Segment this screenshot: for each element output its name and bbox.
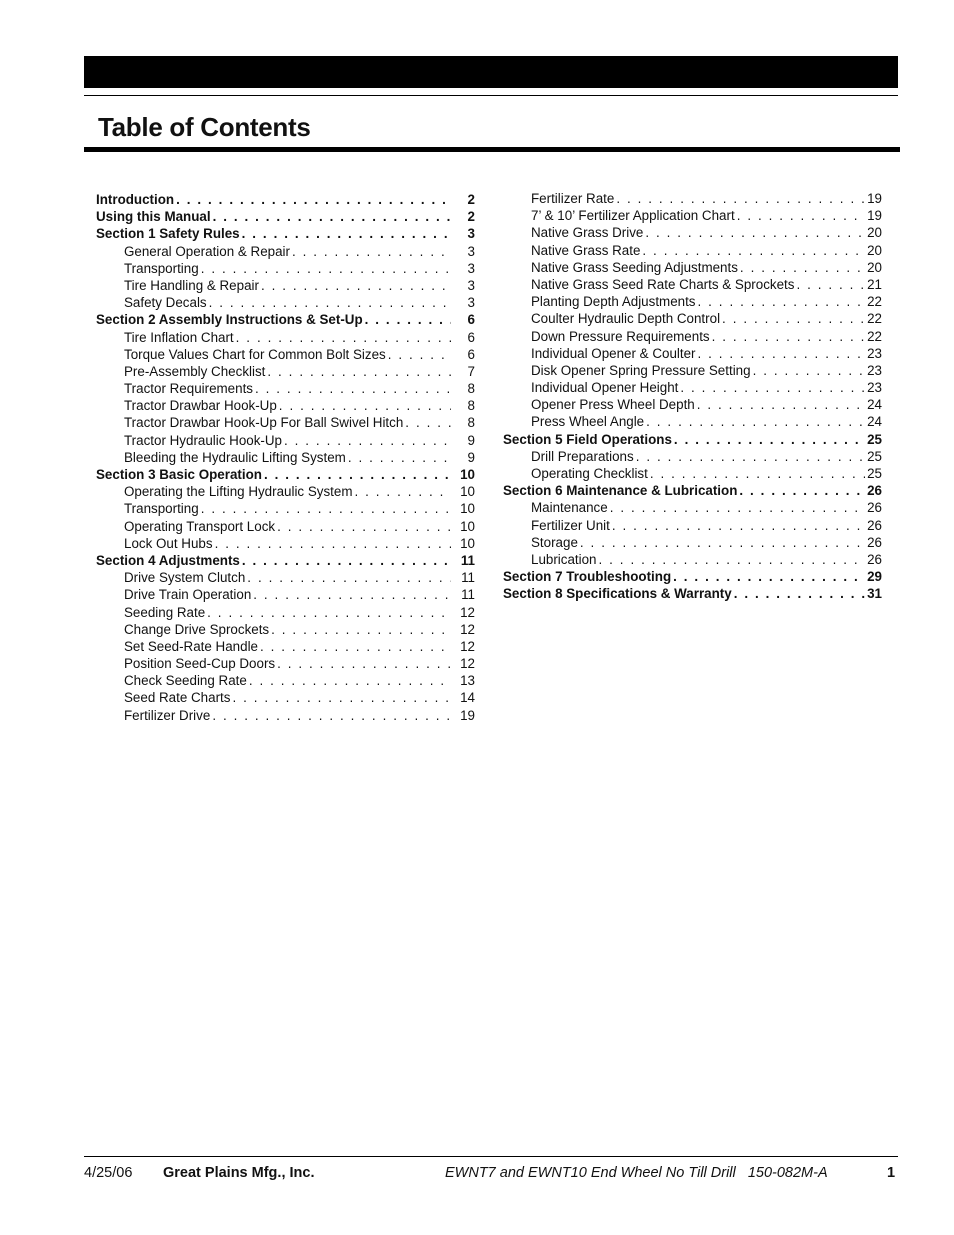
toc-entry-title: Tractor Requirements <box>124 381 253 397</box>
toc-entry-title: Transporting <box>124 501 199 517</box>
toc-entry-title: Transporting <box>124 260 199 276</box>
toc-entry-page: 10 <box>460 484 475 500</box>
toc-entry-title: Planting Depth Adjustments <box>531 294 696 310</box>
footer-company: Great Plains Mfg., Inc. <box>163 1165 315 1181</box>
toc-entry-page: 26 <box>867 551 882 567</box>
toc-subentry[interactable] <box>96 604 475 621</box>
toc-dot-leader <box>698 293 866 310</box>
toc-dot-leader <box>599 551 866 568</box>
toc-entry-page: 9 <box>467 432 475 448</box>
toc-section-entry[interactable] <box>96 311 475 328</box>
toc-entry-page: 2 <box>467 209 475 225</box>
toc-dot-leader <box>264 466 451 483</box>
toc-entry-page: 24 <box>867 414 882 430</box>
toc-entry-title: Down Pressure Requirements <box>531 328 710 344</box>
toc-entry-title: Safety Decals <box>124 295 207 311</box>
toc-subentry[interactable] <box>96 500 475 517</box>
toc-subentry[interactable] <box>96 329 475 346</box>
toc-entry-page: 3 <box>467 295 475 311</box>
toc-entry-page: 8 <box>467 381 475 397</box>
toc-entry-page: 9 <box>467 449 475 465</box>
toc-entry-page: 2 <box>467 192 475 207</box>
toc-dot-leader <box>734 585 865 602</box>
toc-entry-title: Storage <box>531 534 578 550</box>
toc-dot-leader <box>213 208 451 225</box>
toc-entry-page: 20 <box>867 225 882 241</box>
toc-subentry[interactable] <box>503 293 882 310</box>
toc-entry-page: 3 <box>467 277 475 293</box>
toc-entry-title: Coulter Hydraulic Depth Control <box>531 311 721 327</box>
toc-dot-leader <box>650 465 865 482</box>
toc-dot-leader <box>753 362 866 379</box>
toc-entry-title: Section 2 Assembly Instructions & Set-Up <box>96 312 363 328</box>
toc-dot-leader <box>279 397 451 414</box>
toc-dot-leader <box>277 518 451 535</box>
toc-entry-page: 19 <box>867 208 882 224</box>
toc-entry-page: 23 <box>867 362 882 378</box>
toc-dot-leader <box>712 328 865 345</box>
toc-section-entry[interactable] <box>503 568 882 585</box>
toc-subentry[interactable] <box>96 483 475 500</box>
toc-dot-leader <box>612 517 865 534</box>
toc-entry-title: Fertilizer Drive <box>124 707 211 723</box>
toc-entry-title: Section 8 Specifications & Warranty <box>503 586 732 602</box>
toc-dot-leader <box>271 621 451 638</box>
toc-subentry[interactable] <box>503 259 882 276</box>
toc-entry-page: 19 <box>867 191 882 206</box>
toc-entry-title: General Operation & Repair <box>124 243 290 259</box>
toc-dot-leader <box>739 482 865 499</box>
toc-entry-title: Fertilizer Rate <box>531 191 615 206</box>
toc-subentry[interactable] <box>503 345 882 362</box>
toc-dot-leader <box>580 534 865 551</box>
toc-subentry[interactable] <box>96 243 475 260</box>
toc-entry-page: 7 <box>467 363 475 379</box>
toc-entry-page: 11 <box>460 552 475 568</box>
toc-entry-page: 26 <box>867 517 882 533</box>
toc-entry-title: Operating Checklist <box>531 466 648 481</box>
toc-subentry[interactable] <box>503 207 882 224</box>
toc-entry-title: Seed Rate Charts <box>124 690 231 706</box>
toc-dot-leader <box>642 242 865 259</box>
toc-subentry[interactable] <box>96 621 475 638</box>
toc-entry-title: Tire Inflation Chart <box>124 329 234 345</box>
toc-subentry[interactable] <box>503 362 882 379</box>
toc-entry-title: Torque Values Chart for Common Bolt Sizes <box>124 346 386 362</box>
toc-entry-title: Press Wheel Angle <box>531 414 645 430</box>
toc-entry-title: Opener Press Wheel Depth <box>531 397 695 413</box>
toc-entry-title: Set Seed-Rate Handle <box>124 638 258 654</box>
toc-entry-page: 25 <box>867 466 882 481</box>
toc-dot-leader <box>277 655 451 672</box>
toc-dot-leader <box>388 346 451 363</box>
toc-entry-title: Lubrication <box>531 551 597 567</box>
toc-dot-leader <box>212 707 451 724</box>
toc-entry-title: Fertilizer Unit <box>531 517 610 533</box>
toc-dot-leader <box>348 449 451 466</box>
toc-section-entry[interactable] <box>96 191 475 208</box>
toc-entry-title: Individual Opener Height <box>531 380 679 396</box>
toc-entry-title: Tire Handling & Repair <box>124 277 259 293</box>
toc-subentry[interactable] <box>96 689 475 706</box>
toc-entry-title: Disk Opener Spring Pressure Setting <box>531 362 751 378</box>
toc-entry-page: 8 <box>467 398 475 414</box>
toc-subentry[interactable] <box>96 518 475 535</box>
toc-subentry[interactable] <box>96 432 475 449</box>
toc-subentry[interactable] <box>503 242 882 259</box>
toc-left-column <box>96 191 475 724</box>
toc-dot-leader <box>261 277 451 294</box>
toc-dot-leader <box>207 604 451 621</box>
toc-dot-leader <box>737 207 865 224</box>
toc-entry-title: Individual Opener & Coulter <box>531 345 696 361</box>
toc-entry-page: 25 <box>867 448 882 464</box>
header-bar <box>84 56 898 88</box>
toc-entry-title: Section 5 Field Operations <box>503 431 672 447</box>
toc-entry-page: 11 <box>461 587 475 603</box>
toc-entry-page: 20 <box>867 259 882 275</box>
toc-entry-page: 26 <box>867 534 882 550</box>
toc-dot-leader <box>209 294 451 311</box>
toc-subentry[interactable] <box>96 363 475 380</box>
toc-entry-page: 11 <box>461 570 475 586</box>
toc-subentry[interactable] <box>503 465 882 482</box>
toc-dot-leader <box>267 363 451 380</box>
toc-entry-title: Section 4 Adjustments <box>96 552 240 568</box>
toc-dot-leader <box>697 396 865 413</box>
toc-subentry[interactable] <box>503 190 882 207</box>
toc-entry-page: 12 <box>460 656 475 672</box>
toc-section-entry[interactable] <box>503 431 882 448</box>
toc-entry-title: Introduction <box>96 192 175 207</box>
toc-entry-title: Maintenance <box>531 500 608 516</box>
toc-entry-title: Section 1 Safety Rules <box>96 226 240 242</box>
toc-dot-leader <box>255 380 451 397</box>
toc-entry-page: 10 <box>460 518 475 534</box>
toc-section-entry[interactable] <box>96 552 475 569</box>
toc-subentry[interactable] <box>96 380 475 397</box>
toc-subentry[interactable] <box>96 260 475 277</box>
title-underline <box>84 147 900 152</box>
toc-entry-title: Native Grass Seeding Adjustments <box>531 259 738 275</box>
toc-dot-leader <box>722 310 865 327</box>
toc-dot-leader <box>249 672 451 689</box>
toc-entry-title: Section 6 Maintenance & Lubrication <box>503 483 738 499</box>
toc-dot-leader <box>645 224 865 241</box>
toc-entry-page: 6 <box>467 312 475 328</box>
toc-entry-page: 12 <box>460 604 475 620</box>
toc-subentry[interactable] <box>503 379 882 396</box>
toc-dot-leader <box>292 243 451 260</box>
toc-entry-title: Using this Manual <box>96 209 211 225</box>
toc-subentry[interactable] <box>503 224 882 241</box>
toc-dot-leader <box>740 259 865 276</box>
toc-subentry[interactable] <box>96 672 475 689</box>
toc-dot-leader <box>260 638 451 655</box>
toc-section-entry[interactable] <box>96 208 475 225</box>
toc-entry-page: 10 <box>460 467 475 482</box>
toc-entry-title: Section 7 Troubleshooting <box>503 569 672 585</box>
toc-dot-leader <box>284 432 451 449</box>
toc-section-entry[interactable] <box>503 585 882 602</box>
footer-page-number: 1 <box>887 1165 896 1181</box>
toc-entry-title: Section 3 Basic Operation <box>96 467 262 482</box>
footer-document-title: EWNT7 and EWNT10 End Wheel No Till Drill 150-082M-A <box>445 1165 828 1181</box>
toc-entry-title: Bleeding the Hydraulic Lifting System <box>124 449 346 465</box>
toc-subentry[interactable] <box>96 655 475 672</box>
toc-dot-leader <box>365 311 451 328</box>
toc-entry-page: 25 <box>867 431 882 447</box>
toc-entry-title: Drill Preparations <box>531 448 634 464</box>
toc-entry-title: Tractor Hydraulic Hook-Up <box>124 432 282 448</box>
toc-entry-page: 22 <box>867 294 882 310</box>
toc-dot-leader <box>201 260 451 277</box>
toc-dot-leader <box>680 379 865 396</box>
toc-right-column <box>503 190 882 603</box>
toc-entry-page: 3 <box>467 243 475 259</box>
toc-entry-page: 29 <box>867 569 882 585</box>
toc-entry-title: Operating Transport Lock <box>124 518 276 534</box>
toc-subentry[interactable] <box>96 449 475 466</box>
toc-section-entry[interactable] <box>503 482 882 499</box>
toc-entry-title: Seeding Rate <box>124 604 206 620</box>
toc-dot-leader <box>236 329 451 346</box>
toc-entry-page: 20 <box>867 242 882 258</box>
toc-entry-page: 22 <box>867 311 882 327</box>
toc-dot-leader <box>636 448 865 465</box>
toc-dot-leader <box>247 569 451 586</box>
toc-entry-page: 3 <box>467 260 475 276</box>
toc-entry-page: 3 <box>467 226 475 242</box>
toc-entry-page: 21 <box>867 276 882 292</box>
toc-dot-leader <box>242 552 451 569</box>
toc-subentry[interactable] <box>503 448 882 465</box>
toc-entry-page: 22 <box>867 328 882 344</box>
toc-entry-page: 6 <box>467 329 475 345</box>
toc-subentry[interactable] <box>503 534 882 551</box>
toc-subentry[interactable] <box>96 707 475 724</box>
toc-dot-leader <box>674 431 865 448</box>
toc-entry-title: Operating the Lifting Hydraulic System <box>124 484 353 500</box>
toc-entry-title: Position Seed-Cup Doors <box>124 656 276 672</box>
toc-entry-title: Drive Train Operation <box>124 587 252 603</box>
toc-entry-page: 6 <box>467 346 475 362</box>
toc-section-entry[interactable] <box>96 466 475 483</box>
toc-entry-page: 8 <box>467 415 475 431</box>
toc-entry-page: 19 <box>460 707 475 723</box>
toc-entry-title: Lock Out Hubs <box>124 535 213 551</box>
toc-dot-leader <box>201 500 451 517</box>
toc-dot-leader <box>232 689 451 706</box>
toc-entry-title: Drive System Clutch <box>124 570 246 586</box>
toc-entry-title: Change Drive Sprockets <box>124 621 270 637</box>
toc-dot-leader <box>215 535 451 552</box>
toc-entry-page: 23 <box>867 345 882 361</box>
toc-entry-page: 31 <box>867 586 882 602</box>
toc-dot-leader <box>610 499 865 516</box>
toc-section-entry[interactable] <box>96 225 475 242</box>
toc-dot-leader <box>176 191 451 208</box>
toc-dot-leader <box>646 413 865 430</box>
toc-dot-leader <box>242 225 451 242</box>
toc-entry-page: 10 <box>460 535 475 551</box>
toc-entry-page: 14 <box>460 690 475 706</box>
toc-entry-page: 26 <box>867 500 882 516</box>
toc-subentry[interactable] <box>503 517 882 534</box>
footer-divider <box>84 1156 898 1157</box>
footer-date: 4/25/06 <box>84 1165 133 1181</box>
toc-subentry[interactable] <box>96 414 475 431</box>
toc-dot-leader <box>355 483 452 500</box>
toc-entry-title: Native Grass Rate <box>531 242 641 258</box>
toc-subentry[interactable] <box>96 277 475 294</box>
toc-subentry[interactable] <box>503 499 882 516</box>
toc-dot-leader <box>698 345 866 362</box>
toc-subentry[interactable] <box>503 551 882 568</box>
toc-subentry[interactable] <box>503 396 882 413</box>
toc-entry-page: 26 <box>867 483 882 499</box>
header-divider <box>84 95 898 96</box>
toc-entry-title: Native Grass Drive <box>531 225 644 241</box>
toc-subentry[interactable] <box>96 535 475 552</box>
toc-dot-leader <box>405 414 451 431</box>
toc-dot-leader <box>796 276 865 293</box>
toc-entry-page: 10 <box>460 501 475 517</box>
toc-subentry[interactable] <box>503 276 882 293</box>
toc-subentry[interactable] <box>96 346 475 363</box>
toc-dot-leader <box>673 568 865 585</box>
toc-entry-title: Native Grass Seed Rate Charts & Sprockets <box>531 276 795 292</box>
toc-entry-title: 7’ & 10’ Fertilizer Application Chart <box>531 208 735 224</box>
toc-subentry[interactable] <box>503 310 882 327</box>
toc-entry-title: Pre-Assembly Checklist <box>124 363 266 379</box>
toc-entry-title: Tractor Drawbar Hook-Up <box>124 398 277 414</box>
toc-subentry[interactable] <box>96 294 475 311</box>
toc-entry-title: Check Seeding Rate <box>124 673 247 689</box>
toc-dot-leader <box>253 586 451 603</box>
page-title: Table of Contents <box>98 112 311 142</box>
toc-subentry[interactable] <box>503 328 882 345</box>
toc-entry-title: Tractor Drawbar Hook-Up For Ball Swivel Hitch <box>124 415 404 431</box>
toc-entry-page: 12 <box>460 638 475 654</box>
toc-entry-page: 23 <box>867 380 882 396</box>
toc-entry-page: 13 <box>460 673 475 689</box>
toc-subentry[interactable] <box>503 413 882 430</box>
toc-subentry[interactable] <box>96 569 475 586</box>
toc-entry-page: 12 <box>460 621 475 637</box>
toc-subentry[interactable] <box>96 397 475 414</box>
toc-subentry[interactable] <box>96 638 475 655</box>
toc-dot-leader <box>616 190 865 207</box>
toc-subentry[interactable] <box>96 586 475 603</box>
toc-entry-page: 24 <box>867 397 882 413</box>
